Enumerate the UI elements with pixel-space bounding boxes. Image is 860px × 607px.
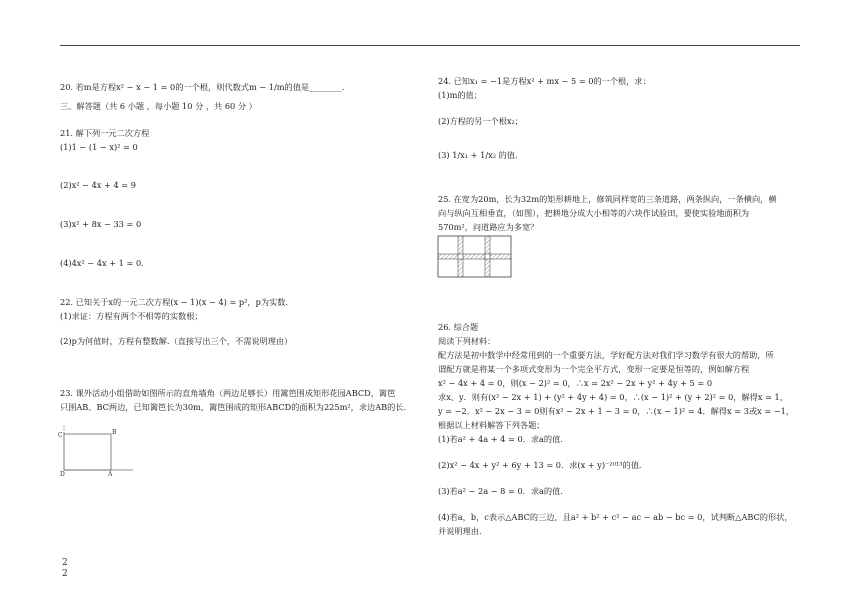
q26-part4-line1: (4)若a，b，c表示△ABC的三边，且a² + b² + c² − ac − ab − bc = 0，试判断△ABC的形状，: [438, 512, 793, 522]
q26-line: 求x、y．则有(x² − 2x + 1) + (y² + 4y + 4) = 0，∴(x − 1)² + (y + 2)² = 0，解得x = 1，: [438, 392, 788, 402]
q26-part2: (2)x² − 4x + y² + 6y + 13 = 0．求(x + y)⁻²⁰¹³的值.: [438, 460, 642, 470]
q23-line2: 只围AB、BC两边，已知篱笆长为30m，篱笆围成的矩形ABCD的面积为225m²，求边AB的长.: [60, 402, 407, 412]
fig23-label-c: C: [58, 432, 63, 439]
q21-part4: (4)4x² − 4x + 1 = 0.: [60, 258, 144, 268]
q24-part3: (3) 1/x₁ + 1/x₂ 的值.: [438, 150, 518, 160]
q26-part3: (3)若a² − 2a − 8 = 0．求a的值.: [438, 486, 563, 496]
q26-line: 阅读下列材料：: [438, 336, 496, 346]
header-rule: [60, 45, 800, 46]
fig23-label-a: A: [108, 471, 113, 478]
q24-part2: (2)方程的另一个根x₂；: [438, 116, 523, 126]
q24-part1: (1)m的值；: [438, 90, 482, 100]
q26-title: 26. 综合题: [438, 322, 479, 332]
q26-line: 配方法是初中数学中经常用到的一个重要方法，学好配方法对我们学习数学有很大的帮助，所: [438, 350, 774, 360]
q23-line1: 23. 课外活动小组借助如图所示的直角墙角（两边足够长）用篱笆围成矩形花园ABCD，篱笆: [60, 388, 396, 398]
q21-part1: (1)1 − (1 − x)² = 0: [60, 142, 138, 152]
q22-part1: (1)求证：方程有两个不相等的实数根；: [60, 311, 203, 321]
q21-part2: (2)x² − 4x + 4 = 9: [60, 180, 136, 190]
q25-figure: [438, 236, 512, 278]
q20-text: 20. 若m是方程x² − x − 1 = 0的一个根，则代数式m − 1/m的值是________.: [60, 82, 345, 92]
page-number-2: 2: [62, 569, 68, 579]
fig23-label-b: B: [112, 429, 117, 436]
q26-line: y = −2．x² − 2x − 3 = 0则有x² − 2x + 1 − 3 = 0，∴(x − 1)² = 4．解得x = 3或x = −1，: [438, 406, 795, 416]
q21-part3: (3)x² + 8x − 33 = 0: [60, 219, 142, 229]
q26-line: 谓配方就是将某一个多项式变形为一个完全平方式，变形一定要是恒等的，例如解方程: [438, 364, 750, 374]
fig23-label-d: D: [60, 471, 65, 478]
q26-part4-line2: 并说明理由.: [438, 526, 482, 536]
q21-title: 21. 解下列一元二次方程: [60, 128, 150, 138]
q26-part1: (1)若a² + 4a + 4 = 0．求a的值.: [438, 434, 563, 444]
q23-figure: [58, 424, 138, 476]
page-number-1: 2: [62, 558, 68, 568]
q22-title: 22. 已知关于x的一元二次方程(x − 1)(x − 4) = p²，p为实数.: [60, 297, 289, 307]
section-heading: 三、解答题（共 6 小题 ，每小题 10 分 ，共 60 分 ）: [60, 101, 257, 111]
q25-line3: 570m²，问道路应为多宽？: [438, 222, 539, 232]
q24-title: 24. 已知x₁ = −1是方程x² + mx − 5 = 0的一个根，求：: [438, 76, 651, 86]
q22-part2: (2)p为何值时，方程有整数解.（直接写出三个，不需说明理由）: [60, 336, 293, 346]
q25-line2: 向与纵向互相垂直，（如图），把耕地分成大小相等的六块作试验田，要使实验地面积为: [438, 208, 750, 218]
q26-line: 根据以上材料解答下列各题；: [438, 420, 545, 430]
q25-line1: 25. 在宽为20m，长为32m的矩形耕地上，修筑同样宽的三条道路，两条纵向，一条横向，横: [438, 194, 777, 204]
q26-line: x² − 4x + 4 = 0，则(x − 2)² = 0，∴x = 2x² − 2x + y² + 4y + 5 = 0: [438, 378, 713, 388]
